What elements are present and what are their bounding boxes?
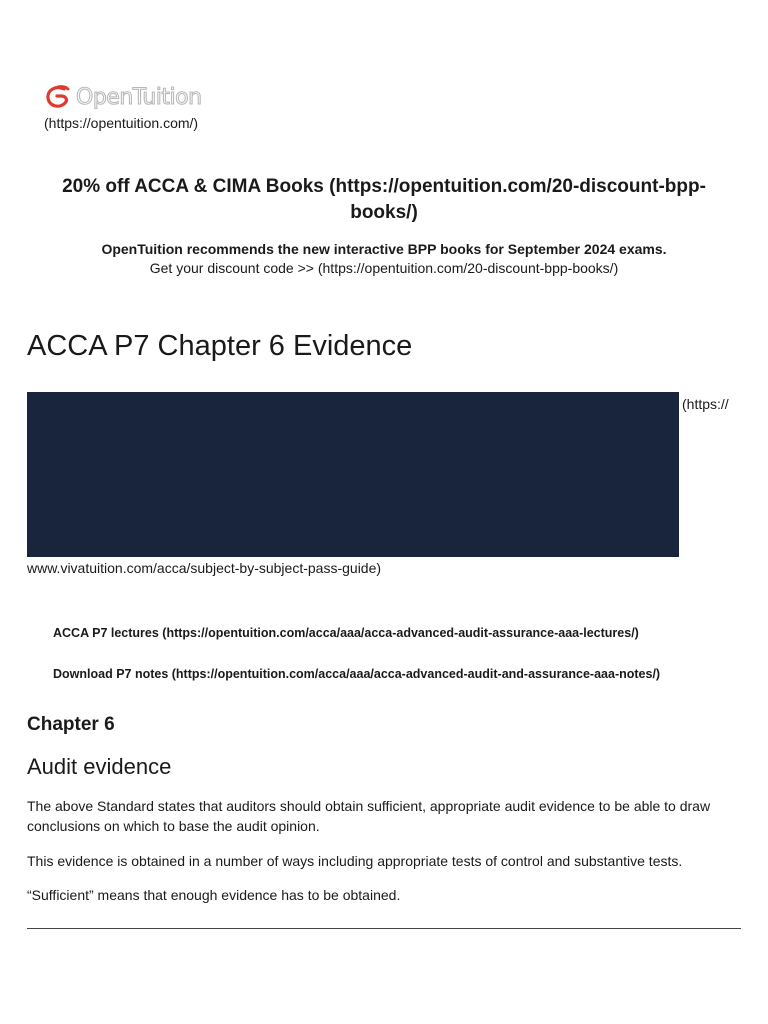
banner-url-start[interactable]: (https:// (682, 396, 729, 412)
lectures-link[interactable]: ACCA P7 lectures (https://opentuition.com/acca/aaa/acca-advanced-audit-assurance-aaa-lectures/) (53, 626, 639, 640)
paragraph: The above Standard states that auditors should obtain sufficient, appropriate audit evidence to be able to draw conclusions on which to base the audit opinion. (27, 798, 711, 834)
banner-url-rest[interactable]: www.vivatuition.com/acca/subject-by-subject-pass-guide) (27, 560, 382, 576)
chapter-heading: Chapter 6 (27, 714, 115, 735)
logo-link-url[interactable]: (https://opentuition.com/) (44, 115, 199, 131)
promo-discount-link[interactable]: Get your discount code >> (https://opentuition.com/20-discount-bpp-books/) (149, 260, 619, 276)
page-title: ACCA P7 Chapter 6 Evidence (27, 330, 413, 362)
paragraph: “Sufficient” means that enough evidence has to be obtained. (27, 887, 401, 903)
section-heading: Audit evidence (27, 754, 172, 779)
opentuition-swirl-icon (44, 85, 72, 111)
logo-wordmark: OpenTuition (76, 85, 202, 110)
paragraph: This evidence is obtained in a number of ways including appropriate tests of control and substantive tests. (27, 853, 683, 869)
banner-image[interactable] (27, 392, 679, 557)
opentuition-logo[interactable] (44, 84, 224, 112)
promo-recommendation: OpenTuition recommends the new interactive BPP books for September 2024 exams. (101, 241, 667, 257)
promo-title-link[interactable]: 20% off ACCA & CIMA Books (https://opentuition.com/20-discount-bpp-books/) (62, 176, 706, 223)
download-notes-link[interactable]: Download P7 notes (https://opentuition.com/acca/aaa/acca-advanced-audit-and-assurance-aaa-notes/) (53, 667, 661, 681)
horizontal-rule (27, 928, 741, 929)
